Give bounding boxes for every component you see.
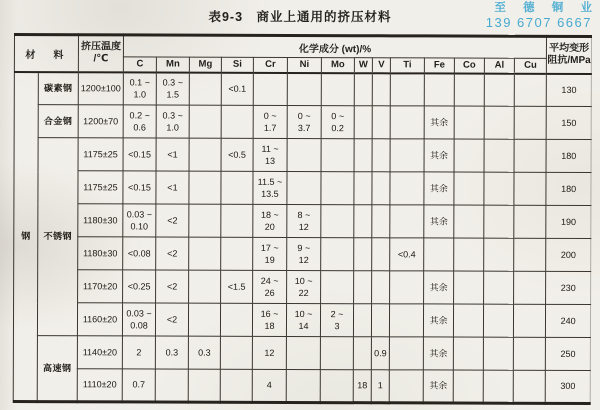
table-cell: 300: [545, 370, 590, 403]
header-temperature: 挤压温度 /℃: [78, 35, 123, 72]
table-cell: <1.5: [221, 270, 253, 303]
table-cell: [221, 171, 253, 204]
table-cell: 24 ~ 26: [253, 270, 287, 303]
table-row: [13, 335, 590, 370]
table-row: [14, 237, 591, 272]
table-cell: [513, 370, 545, 403]
table-cell: 190: [546, 205, 591, 238]
table-cell: [354, 106, 372, 139]
table-cell: 1180±30: [78, 237, 123, 270]
table-row: [14, 204, 591, 239]
table-cell: 0.3 ~ 1.5: [156, 72, 189, 105]
table-cell: [454, 238, 484, 271]
table-cell: 碳素钢: [38, 72, 78, 105]
table-cell: [514, 172, 546, 205]
table-cell: [390, 271, 424, 304]
element-header-mn: Mn: [156, 57, 189, 72]
element-header-ni: Ni: [287, 57, 321, 72]
table-cell: [155, 369, 188, 402]
table-cell: [221, 105, 253, 138]
element-header-mo: Mo: [321, 58, 354, 73]
table-header: [14, 35, 591, 74]
table-cell: [453, 337, 483, 370]
table-cell: [189, 237, 221, 270]
table-cell: [454, 73, 484, 106]
table-cell: 8 ~ 12: [287, 204, 321, 237]
element-header-al: Al: [484, 58, 514, 73]
table-cell: [286, 369, 320, 402]
table-cell: [453, 370, 483, 403]
table-cell: [484, 271, 514, 304]
table-cell: <2: [156, 237, 189, 270]
table-cell: [354, 139, 372, 172]
table-cell: [389, 337, 423, 370]
element-header-fe: Fe: [424, 58, 454, 73]
table-cell: 10 ~ 22: [287, 270, 321, 303]
table-cell: [321, 172, 354, 205]
table-cell: 12: [252, 336, 286, 369]
table-cell: [321, 205, 354, 238]
table-cell: [372, 238, 390, 271]
table-cell: [253, 72, 287, 105]
table-cell: 1200±70: [78, 105, 123, 138]
table-cell: [390, 139, 424, 172]
materials-table: [13, 33, 592, 405]
table-cell: [513, 337, 545, 370]
table-cell: 合金钢: [38, 105, 78, 138]
table-cell: [484, 73, 514, 106]
table-cell: [321, 271, 354, 304]
watermark-phone: 139 6707 6667: [485, 15, 592, 31]
table-cell: 其余: [424, 172, 454, 205]
table-cell: [484, 106, 514, 139]
table-cell: 0.3 ~ 1.0: [156, 105, 189, 138]
table-cell: [189, 204, 221, 237]
table-cell: 其余: [424, 139, 454, 172]
table-row: [14, 138, 591, 173]
table-cell: 1160±20: [77, 303, 122, 336]
table-cell: <1: [156, 171, 189, 204]
table-cell: 0.03 ~ 0.10: [123, 204, 156, 237]
table-row: [14, 171, 591, 206]
table-cell: 16 ~ 18: [252, 303, 286, 336]
header-material: 材 料: [14, 35, 78, 72]
table-cell: 230: [546, 271, 591, 304]
table-cell: 250: [545, 337, 590, 370]
element-header-c: C: [123, 57, 156, 72]
table-row: [13, 368, 590, 403]
table-cell: [514, 205, 546, 238]
table-cell: <0.15: [123, 171, 156, 204]
element-header-w: W: [354, 58, 372, 73]
element-header-cu: Cu: [514, 58, 546, 73]
table-cell: 其余: [424, 106, 454, 139]
table-cell: [389, 370, 423, 403]
element-header-cr: Cr: [253, 57, 287, 72]
table-cell: <0.08: [123, 237, 156, 270]
table-row: [14, 270, 591, 305]
table-cell: 200: [546, 238, 591, 271]
element-header-co: Co: [454, 58, 484, 73]
table-cell: <0.1: [221, 72, 253, 105]
table-cell: 钢: [13, 72, 38, 402]
table-cell: [188, 369, 220, 402]
table-cell: [390, 172, 424, 205]
table-cell: [372, 172, 390, 205]
table-cell: 150: [546, 106, 591, 139]
table-cell: [372, 205, 390, 238]
table-cell: 180: [546, 139, 591, 172]
table-cell: <0.5: [221, 138, 253, 171]
table-cell: [484, 238, 514, 271]
table-cell: [483, 370, 513, 403]
table-cell: 1200±100: [78, 72, 123, 105]
table-cell: 4: [252, 369, 286, 402]
watermark: [485, 1, 599, 32]
table-cell: [287, 171, 321, 204]
table-cell: <1: [156, 138, 189, 171]
table-cell: [189, 105, 221, 138]
table-cell: [389, 304, 423, 337]
table-cell: [188, 303, 220, 336]
table-cell: 0.1 ~ 1.0: [123, 72, 156, 105]
table-cell: 1180±30: [78, 204, 123, 237]
table-cell: [321, 139, 354, 172]
table-cell: [220, 336, 252, 369]
table-cell: [390, 106, 424, 139]
table-cell: [453, 304, 483, 337]
table-cell: [286, 336, 320, 369]
table-cell: [484, 172, 514, 205]
table-cell: [353, 337, 371, 370]
table-cell: [454, 205, 484, 238]
table-cell: [484, 139, 514, 172]
table-cell: [321, 238, 354, 271]
table-cell: [221, 237, 253, 270]
table-cell: 18: [353, 370, 371, 403]
table-cell: 18 ~ 20: [253, 204, 287, 237]
table-cell: [220, 303, 252, 336]
header-resistance: 平均变形 阻抗/MPa: [547, 36, 592, 73]
element-header-mg: Mg: [189, 57, 221, 72]
table-cell: 不锈钢: [37, 138, 78, 336]
header-composition: 化学成分 (wt)/%: [123, 35, 546, 58]
table-cell: [189, 138, 221, 171]
element-header-ti: Ti: [390, 58, 424, 73]
table-cell: [514, 238, 546, 271]
table-cell: [354, 271, 372, 304]
table-cell: 1170±20: [78, 270, 123, 303]
table-cell: 11.5 ~ 13.5: [253, 171, 287, 204]
table-cell: 2 ~ 3: [320, 304, 353, 337]
table-cell: [483, 304, 513, 337]
table-cell: 0.3: [155, 336, 188, 369]
table-cell: [514, 106, 546, 139]
table-cell: [514, 271, 546, 304]
table-cell: [372, 271, 390, 304]
table-cell: 2: [122, 336, 155, 369]
watermark-company: 至 德 铜 业: [494, 2, 599, 14]
element-header-si: Si: [221, 57, 253, 72]
table-cell: [372, 139, 390, 172]
table-cell: 0.9: [371, 337, 389, 370]
table-cell: <2: [156, 270, 189, 303]
table-cell: <0.4: [390, 238, 424, 271]
table-cell: [514, 139, 546, 172]
table-cell: 0 ~ 3.7: [287, 105, 321, 138]
table-body: [13, 72, 591, 404]
table-cell: 11 ~ 13: [253, 138, 287, 171]
table-cell: [221, 204, 253, 237]
table-cell: [320, 337, 353, 370]
table-cell: 0.2 ~ 0.6: [123, 105, 156, 138]
table-cell: <2: [156, 204, 189, 237]
page-title: 表9-3 商业上通用的挤压材料: [208, 10, 392, 24]
table-cell: 1: [371, 370, 389, 403]
table-cell: [372, 73, 390, 106]
table-cell: 1110±20: [77, 369, 122, 402]
table-cell: [354, 73, 372, 106]
table-cell: 0.3: [188, 336, 220, 369]
table-cell: [189, 270, 221, 303]
table-cell: 其余: [424, 271, 454, 304]
table-cell: [513, 304, 545, 337]
table-cell: [483, 337, 513, 370]
table-cell: 9 ~ 12: [287, 237, 321, 270]
table-cell: [287, 72, 321, 105]
table-cell: [454, 106, 484, 139]
table-cell: [371, 304, 389, 337]
table-cell: 17 ~ 19: [253, 237, 287, 270]
table-cell: [484, 205, 514, 238]
header-group-row: [14, 35, 591, 59]
table-cell: [454, 139, 484, 172]
table-cell: [390, 205, 424, 238]
table-cell: [287, 138, 321, 171]
table-cell: [424, 238, 454, 271]
table-cell: 1175±25: [78, 171, 123, 204]
table-cell: 1140±20: [77, 336, 122, 369]
table-cell: <0.15: [123, 138, 156, 171]
table-cell: 其余: [423, 370, 453, 403]
table-cell: 0.03 ~ 0.08: [122, 303, 155, 336]
table-cell: 其余: [423, 337, 453, 370]
table-cell: [424, 73, 454, 106]
table-cell: [220, 369, 252, 402]
table-cell: 0 ~ 0.2: [321, 106, 354, 139]
table-row: [13, 303, 590, 338]
table-cell: [354, 205, 372, 238]
table-cell: [189, 171, 221, 204]
table-cell: [320, 370, 353, 403]
table-cell: [321, 73, 354, 106]
table-cell: 高速钢: [37, 336, 77, 402]
table-cell: [354, 238, 372, 271]
table-cell: [514, 73, 546, 106]
table-cell: [390, 73, 424, 106]
table-cell: [353, 304, 371, 337]
table-cell: 0.7: [122, 369, 155, 402]
element-header-v: V: [372, 58, 390, 73]
table-cell: 0 ~ 1.7: [253, 105, 287, 138]
table-cell: 10 ~ 14: [286, 303, 320, 336]
table-cell: <0.25: [123, 270, 156, 303]
table-cell: 其余: [423, 304, 453, 337]
table-cell: <2: [155, 303, 188, 336]
table-cell: [372, 106, 390, 139]
table-row: [14, 105, 591, 140]
table-cell: [189, 72, 221, 105]
table-cell: [454, 172, 484, 205]
table-cell: 240: [546, 304, 591, 337]
table-cell: [354, 172, 372, 205]
table-cell: 130: [546, 73, 591, 106]
table-cell: [454, 271, 484, 304]
table-cell: 1175±25: [78, 138, 123, 171]
table-row: [14, 72, 591, 107]
table-cell: 180: [546, 172, 591, 205]
table-cell: 其余: [424, 205, 454, 238]
